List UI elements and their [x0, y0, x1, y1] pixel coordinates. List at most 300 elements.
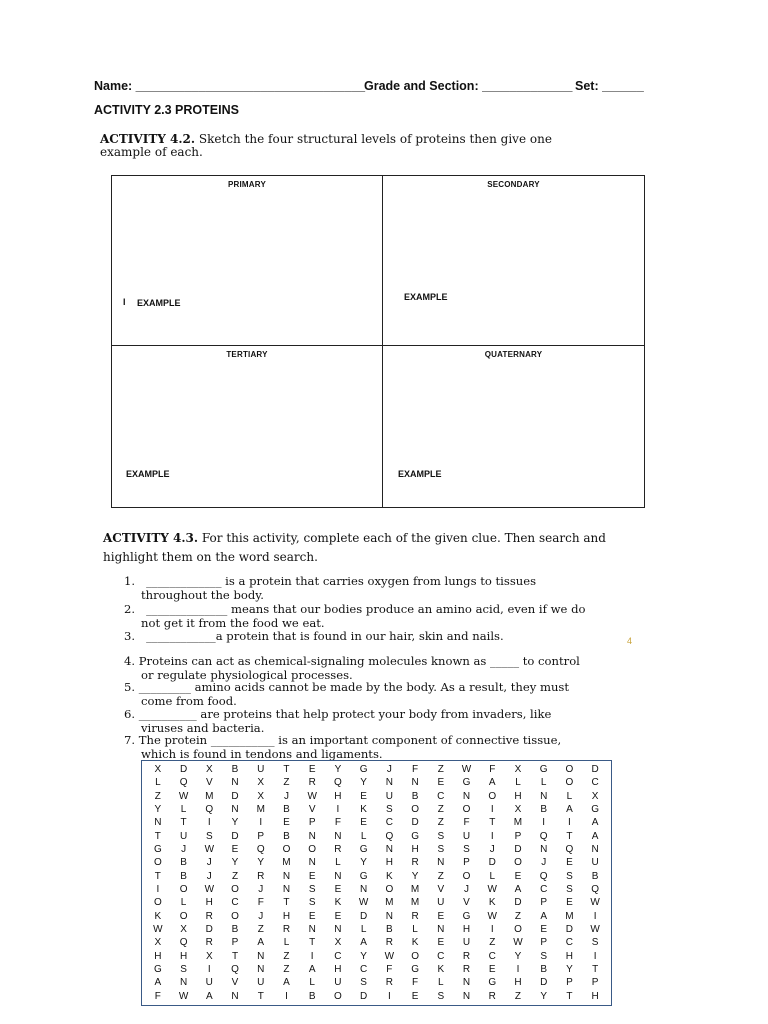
word-search-letter[interactable]: E — [540, 924, 548, 936]
word-search-letter[interactable]: B — [308, 990, 316, 1002]
word-search-letter[interactable]: G — [411, 964, 419, 976]
word-search-letter[interactable]: X — [154, 937, 162, 949]
word-search-letter[interactable]: H — [591, 990, 599, 1002]
word-search-letter[interactable]: N — [437, 857, 445, 869]
word-search-letter[interactable]: W — [384, 950, 395, 962]
word-search-letter[interactable]: M — [282, 857, 291, 869]
word-search-letter[interactable]: T — [283, 764, 290, 776]
word-search-letter[interactable]: G — [591, 804, 600, 816]
word-search-letter[interactable]: H — [385, 857, 393, 869]
word-search-letter[interactable]: H — [282, 910, 291, 922]
word-search-letter[interactable]: X — [205, 764, 213, 776]
word-search-letter[interactable]: W — [204, 884, 215, 896]
word-search-letter[interactable]: K — [437, 964, 445, 976]
word-search-letter[interactable]: S — [463, 844, 470, 856]
word-search-letter[interactable]: G — [359, 870, 368, 882]
word-search-letter[interactable]: U — [462, 830, 471, 842]
word-search-letter[interactable]: Y — [334, 764, 342, 776]
word-search-letter[interactable]: Q — [385, 830, 394, 842]
word-search-letter[interactable]: H — [205, 897, 213, 909]
word-search-letter[interactable]: D — [231, 830, 239, 842]
word-search-letter[interactable]: E — [411, 990, 419, 1002]
word-search-letter[interactable]: Y — [514, 950, 522, 962]
word-search-letter[interactable]: N — [385, 844, 393, 856]
word-search-letter[interactable]: H — [565, 950, 574, 962]
word-search-letter[interactable]: H — [514, 977, 522, 989]
word-search-letter[interactable]: F — [412, 977, 419, 989]
word-search-letter[interactable]: S — [591, 937, 599, 949]
word-search-letter[interactable]: I — [593, 910, 597, 922]
word-search-letter[interactable]: O — [334, 990, 342, 1002]
word-search-letter[interactable]: G — [411, 830, 419, 842]
word-search-letter[interactable]: X — [180, 924, 187, 936]
word-search-letter[interactable]: N — [257, 950, 265, 962]
word-search-letter[interactable]: E — [334, 884, 342, 896]
word-search-letter[interactable]: I — [542, 817, 546, 829]
word-search-letter[interactable]: Q — [231, 964, 239, 976]
word-search-letter[interactable]: J — [258, 884, 264, 896]
word-search-letter[interactable]: T — [566, 990, 573, 1002]
word-search-letter[interactable]: W — [590, 924, 600, 936]
word-search-letter[interactable]: N — [540, 790, 548, 802]
word-search-letter[interactable]: L — [360, 830, 367, 842]
word-search-letter[interactable]: F — [412, 764, 419, 776]
word-search-letter[interactable]: B — [283, 804, 290, 816]
word-search-letter[interactable]: N — [334, 924, 342, 936]
word-search-letter[interactable]: F — [386, 964, 393, 976]
word-search-letter[interactable]: Z — [437, 817, 444, 829]
word-search-letter[interactable]: Z — [283, 964, 290, 976]
word-search-letter[interactable]: C — [437, 790, 445, 802]
word-search-letter[interactable]: J — [464, 884, 470, 896]
word-search-letter[interactable]: W — [590, 897, 600, 909]
word-search-letter[interactable]: Q — [179, 937, 188, 949]
word-search-letter[interactable]: I — [593, 950, 597, 962]
word-search-letter[interactable]: E — [566, 857, 573, 869]
word-search-letter[interactable]: N — [437, 924, 445, 936]
word-search-letter[interactable]: U — [205, 977, 213, 989]
word-search-letter[interactable]: T — [309, 937, 316, 949]
word-search-letter[interactable]: D — [360, 990, 368, 1002]
word-search-letter[interactable]: T — [231, 950, 239, 962]
word-search-letter[interactable]: K — [334, 897, 342, 909]
word-search-letter[interactable]: C — [591, 777, 599, 789]
word-search-letter[interactable]: Y — [360, 950, 367, 962]
word-search-letter[interactable]: U — [385, 790, 393, 802]
word-search-letter[interactable]: D — [488, 857, 496, 869]
word-search-letter[interactable]: Y — [566, 964, 573, 976]
word-search-letter[interactable]: I — [490, 830, 494, 842]
word-search-letter[interactable]: T — [489, 817, 496, 829]
word-search-letter[interactable]: O — [514, 857, 522, 869]
word-search-letter[interactable]: L — [412, 924, 418, 936]
word-search-letter[interactable]: N — [334, 830, 342, 842]
word-search-letter[interactable]: W — [307, 790, 317, 802]
word-search-letter[interactable]: K — [488, 897, 496, 909]
word-search-letter[interactable]: R — [385, 937, 393, 949]
word-search-letter[interactable]: Q — [539, 830, 548, 842]
word-search-letter[interactable]: O — [153, 857, 162, 869]
word-search-letter[interactable]: A — [257, 937, 265, 949]
word-search-letter[interactable]: P — [308, 817, 316, 829]
word-search-letter[interactable]: E — [514, 870, 522, 882]
word-search-letter[interactable]: Q — [205, 804, 214, 816]
word-search-letter[interactable]: U — [591, 857, 599, 869]
word-search-letter[interactable]: N — [154, 817, 162, 829]
word-search-letter[interactable]: V — [463, 897, 470, 909]
word-search-letter[interactable]: R — [411, 857, 419, 869]
word-search-letter[interactable]: B — [180, 870, 187, 882]
word-search-letter[interactable]: U — [334, 977, 342, 989]
word-search-letter[interactable]: U — [257, 977, 265, 989]
word-search-letter[interactable]: A — [283, 977, 290, 989]
word-search-letter[interactable]: E — [360, 790, 367, 802]
word-search-letter[interactable]: G — [539, 764, 548, 776]
word-search-letter[interactable]: N — [179, 977, 188, 989]
word-search-letter[interactable]: F — [489, 764, 496, 776]
word-search-letter[interactable]: W — [153, 924, 163, 936]
word-search-letter[interactable]: M — [565, 910, 574, 922]
word-search-letter[interactable]: R — [385, 977, 393, 989]
word-search-letter[interactable]: N — [462, 790, 471, 802]
word-search-letter[interactable]: Z — [257, 924, 264, 936]
word-search-letter[interactable]: G — [359, 764, 368, 776]
word-search-letter[interactable]: E — [308, 764, 316, 776]
word-search-letter[interactable]: R — [205, 937, 213, 949]
word-search-letter[interactable]: I — [568, 817, 571, 829]
word-search-letter[interactable]: Y — [257, 857, 265, 869]
word-search-letter[interactable]: L — [360, 924, 367, 936]
word-search-letter[interactable]: J — [489, 844, 495, 856]
word-search-letter[interactable]: N — [385, 777, 393, 789]
word-search-letter[interactable]: X — [154, 764, 162, 776]
word-search-letter[interactable]: I — [490, 804, 494, 816]
word-search-letter[interactable]: A — [591, 817, 599, 829]
word-search-letter[interactable]: Z — [489, 937, 496, 949]
word-search-letter[interactable]: E — [283, 817, 290, 829]
word-search-letter[interactable]: W — [487, 884, 497, 896]
word-search-letter[interactable]: T — [257, 990, 264, 1002]
word-search-letter[interactable]: A — [360, 937, 367, 949]
word-search-letter[interactable]: S — [566, 884, 573, 896]
word-search-letter[interactable]: N — [308, 857, 316, 869]
word-search-letter[interactable]: N — [385, 910, 393, 922]
word-search-letter[interactable]: M — [513, 817, 523, 829]
word-search-letter[interactable]: E — [437, 910, 445, 922]
word-search-letter[interactable]: D — [411, 817, 419, 829]
word-search-letter[interactable]: F — [463, 817, 470, 829]
word-search-letter[interactable]: Q — [591, 884, 600, 896]
word-search-letter[interactable]: N — [411, 777, 419, 789]
word-search-letter[interactable]: A — [540, 910, 548, 922]
word-search-letter[interactable]: O — [385, 884, 394, 896]
word-search-letter[interactable]: E — [437, 937, 445, 949]
word-search-letter[interactable]: R — [282, 924, 291, 936]
word-search-letter[interactable]: I — [336, 804, 340, 816]
word-search-letter[interactable]: I — [516, 964, 520, 976]
word-search-letter[interactable]: S — [566, 870, 573, 882]
word-search-letter[interactable]: R — [257, 870, 265, 882]
word-search-letter[interactable]: H — [154, 950, 162, 962]
word-search-letter[interactable]: K — [411, 937, 419, 949]
word-search-letter[interactable]: O — [514, 924, 522, 936]
word-search-letter[interactable]: T — [566, 830, 573, 842]
word-search-letter[interactable]: R — [462, 950, 471, 962]
word-search-letter[interactable]: B — [283, 830, 290, 842]
word-search-letter[interactable]: B — [180, 857, 187, 869]
word-search-letter[interactable]: R — [334, 844, 342, 856]
word-search-letter[interactable]: J — [283, 790, 289, 802]
word-search-letter[interactable]: R — [205, 910, 213, 922]
word-search-letter[interactable]: S — [437, 830, 445, 842]
word-search-letter[interactable]: L — [489, 870, 496, 882]
word-search-letter[interactable]: Z — [283, 950, 290, 962]
word-search-letter[interactable]: J — [258, 910, 264, 922]
word-search-letter[interactable]: O — [153, 897, 162, 909]
word-search-letter[interactable]: S — [540, 950, 548, 962]
word-search-letter[interactable]: A — [591, 830, 599, 842]
word-search-letter[interactable]: L — [283, 937, 290, 949]
word-search-letter[interactable]: T — [283, 897, 290, 909]
word-search-letter[interactable]: R — [488, 990, 496, 1002]
word-search-letter[interactable]: R — [462, 964, 471, 976]
word-search-letter[interactable]: V — [231, 977, 239, 989]
word-search-letter[interactable]: L — [180, 804, 187, 816]
word-search-letter[interactable]: C — [488, 950, 496, 962]
word-search-letter[interactable]: Y — [540, 990, 548, 1002]
word-search-letter[interactable]: M — [410, 884, 420, 896]
word-search-letter[interactable]: W — [487, 910, 497, 922]
word-search-letter[interactable]: Z — [231, 870, 239, 882]
word-search-letter[interactable]: Y — [231, 857, 239, 869]
word-search-letter[interactable]: N — [231, 990, 239, 1002]
word-search-letter[interactable]: D — [231, 790, 239, 802]
word-search-letter[interactable]: D — [360, 910, 368, 922]
word-search-letter[interactable]: I — [259, 817, 263, 829]
word-search-letter[interactable]: A — [154, 977, 162, 989]
word-search-letter[interactable]: X — [514, 804, 522, 816]
word-search-letter[interactable]: I — [207, 964, 211, 976]
word-search-letter[interactable]: P — [463, 857, 470, 869]
word-search-letter[interactable]: X — [514, 764, 522, 776]
word-search-letter[interactable]: F — [334, 817, 341, 829]
word-search-letter[interactable]: N — [591, 844, 599, 856]
word-search-letter[interactable]: R — [308, 777, 316, 789]
word-search-letter[interactable]: I — [387, 990, 391, 1002]
word-search-letter[interactable]: V — [437, 884, 445, 896]
word-search-letter[interactable]: D — [514, 844, 522, 856]
word-search-letter[interactable]: E — [231, 844, 239, 856]
word-search-letter[interactable]: P — [231, 937, 239, 949]
word-search-letter[interactable]: U — [462, 937, 471, 949]
word-search-letter[interactable]: G — [153, 964, 162, 976]
word-search-letter[interactable]: O — [462, 870, 471, 882]
word-search-letter[interactable]: H — [334, 790, 342, 802]
word-search-letter[interactable]: S — [308, 884, 316, 896]
word-search-letter[interactable]: J — [206, 870, 212, 882]
word-search-letter[interactable]: Y — [360, 777, 367, 789]
word-search-letter[interactable]: C — [565, 937, 574, 949]
word-search-letter[interactable]: N — [282, 884, 291, 896]
word-search-letter[interactable]: W — [461, 764, 472, 776]
word-search-letter[interactable]: N — [360, 884, 368, 896]
word-search-letter[interactable]: X — [334, 937, 342, 949]
word-search-letter[interactable]: O — [565, 777, 574, 789]
word-search-letter[interactable]: L — [515, 777, 521, 789]
word-search-letter[interactable]: L — [540, 777, 547, 789]
word-search-letter[interactable]: Q — [334, 777, 342, 789]
word-search-letter[interactable]: Z — [437, 870, 444, 882]
word-search-letter[interactable]: B — [231, 924, 239, 936]
word-search-letter[interactable]: O — [179, 884, 188, 896]
word-search-letter[interactable]: E — [308, 870, 316, 882]
word-search-letter[interactable]: O — [179, 910, 188, 922]
word-search-letter[interactable]: E — [566, 897, 573, 909]
word-search-letter[interactable]: C — [231, 897, 239, 909]
word-search-letter[interactable]: O — [308, 844, 317, 856]
word-search-letter[interactable]: N — [308, 830, 316, 842]
word-search-letter[interactable]: L — [180, 897, 187, 909]
word-search-letter[interactable]: D — [565, 924, 574, 936]
word-search-letter[interactable]: A — [514, 884, 522, 896]
word-search-letter[interactable]: O — [231, 884, 239, 896]
word-search-letter[interactable]: T — [180, 817, 187, 829]
word-search-letter[interactable]: L — [309, 977, 315, 989]
word-search-letter[interactable]: Y — [154, 804, 162, 816]
word-search-letter[interactable]: Z — [514, 990, 522, 1002]
word-search-letter[interactable]: O — [282, 844, 291, 856]
word-search-letter[interactable]: Q — [256, 844, 265, 856]
word-search-letter[interactable]: Z — [154, 790, 161, 802]
word-search-letter[interactable]: N — [308, 924, 316, 936]
word-search-letter[interactable]: D — [205, 924, 213, 936]
word-search-letter[interactable]: B — [540, 964, 548, 976]
word-search-letter[interactable]: O — [231, 910, 239, 922]
word-search-letter[interactable]: P — [257, 830, 265, 842]
word-search-letter[interactable]: J — [206, 857, 212, 869]
word-search-letter[interactable]: A — [205, 990, 213, 1002]
word-search-letter[interactable]: N — [462, 977, 471, 989]
word-search-letter[interactable]: X — [257, 790, 265, 802]
word-search-letter[interactable]: O — [411, 950, 419, 962]
word-search-letter[interactable]: M — [410, 897, 420, 909]
word-search-letter[interactable]: J — [181, 844, 187, 856]
word-search-letter[interactable]: I — [156, 884, 160, 896]
word-search-letter[interactable]: E — [437, 777, 445, 789]
word-search-letter[interactable]: J — [386, 764, 392, 776]
word-search-letter[interactable]: B — [386, 924, 393, 936]
word-search-letter[interactable]: Q — [539, 870, 548, 882]
word-search-letter[interactable]: M — [256, 804, 265, 816]
word-search-letter[interactable]: T — [592, 964, 599, 976]
word-search-letter[interactable]: N — [334, 870, 342, 882]
word-search-letter[interactable]: O — [411, 804, 419, 816]
word-search-letter[interactable]: I — [310, 950, 314, 962]
word-search-letter[interactable]: G — [153, 844, 162, 856]
word-search-letter[interactable]: L — [566, 790, 573, 802]
word-search-letter[interactable]: Y — [231, 817, 239, 829]
word-search-letter[interactable]: Z — [437, 804, 444, 816]
word-search-letter[interactable]: Q — [565, 844, 574, 856]
word-search-letter[interactable]: X — [205, 950, 213, 962]
word-search-letter[interactable]: S — [437, 844, 445, 856]
word-search-letter[interactable]: M — [205, 790, 214, 802]
word-search-letter[interactable]: W — [358, 897, 369, 909]
word-search-letter[interactable]: M — [385, 897, 394, 909]
word-search-letter[interactable]: E — [488, 964, 496, 976]
word-search-letter[interactable]: S — [308, 897, 316, 909]
word-search-letter[interactable]: E — [360, 817, 367, 829]
word-search-letter[interactable]: I — [285, 990, 288, 1002]
word-search-letter[interactable]: Z — [283, 777, 290, 789]
word-search-letter[interactable]: H — [514, 790, 522, 802]
word-search-letter[interactable]: D — [591, 764, 599, 776]
word-search-letter[interactable]: O — [462, 804, 471, 816]
word-search-letter[interactable]: B — [591, 870, 599, 882]
word-search-letter[interactable]: Y — [411, 870, 419, 882]
word-search-letter[interactable]: U — [257, 764, 265, 776]
word-search-letter[interactable]: W — [178, 990, 189, 1002]
word-search-letter[interactable]: K — [386, 870, 393, 882]
word-search-letter[interactable]: C — [437, 950, 445, 962]
word-search-letter[interactable]: Y — [360, 857, 367, 869]
word-search-letter[interactable]: N — [540, 844, 548, 856]
word-search-letter[interactable]: C — [385, 817, 393, 829]
word-search-letter[interactable]: R — [411, 910, 419, 922]
word-search-letter[interactable]: I — [207, 817, 211, 829]
word-search-letter[interactable]: K — [154, 910, 162, 922]
word-search-letter[interactable]: L — [155, 777, 161, 789]
word-search-letter[interactable]: H — [411, 844, 419, 856]
word-search-letter[interactable]: P — [540, 937, 548, 949]
word-search-letter[interactable]: T — [154, 870, 161, 882]
word-search-letter[interactable]: W — [178, 790, 189, 802]
word-search-letter[interactable]: N — [282, 870, 291, 882]
word-search-letter[interactable]: S — [205, 830, 213, 842]
word-search-letter[interactable]: S — [360, 977, 367, 989]
word-search-letter[interactable]: F — [257, 897, 264, 909]
word-search-letter[interactable]: H — [179, 950, 188, 962]
word-search-letter[interactable]: E — [308, 910, 316, 922]
word-search-letter[interactable]: W — [513, 937, 523, 949]
word-search-letter[interactable]: E — [334, 910, 342, 922]
word-search-letter[interactable]: A — [308, 964, 316, 976]
word-search-letter[interactable]: C — [334, 950, 342, 962]
word-search-letter[interactable]: T — [154, 830, 161, 842]
word-search-letter[interactable]: O — [488, 790, 497, 802]
word-search-letter[interactable]: L — [438, 977, 444, 989]
word-search-letter[interactable]: C — [360, 964, 368, 976]
word-search-letter[interactable]: V — [308, 804, 316, 816]
word-search-letter[interactable]: D — [514, 897, 522, 909]
word-search-letter[interactable]: V — [205, 777, 213, 789]
word-search-letter[interactable]: Z — [514, 910, 522, 922]
word-search-letter[interactable]: F — [154, 990, 161, 1002]
word-search-letter[interactable]: U — [179, 830, 188, 842]
word-search-letter[interactable]: O — [565, 764, 574, 776]
word-search-letter[interactable]: S — [386, 804, 393, 816]
word-search-letter[interactable]: P — [591, 977, 599, 989]
word-search-letter[interactable]: I — [490, 924, 494, 936]
word-search-letter[interactable]: B — [411, 790, 419, 802]
word-search-letter[interactable]: P — [514, 830, 522, 842]
word-search-letter[interactable]: P — [566, 977, 573, 989]
word-search-letter[interactable]: W — [204, 844, 215, 856]
word-search-letter[interactable]: Q — [179, 777, 188, 789]
word-search-letter[interactable]: X — [257, 777, 265, 789]
word-search-letter[interactable]: P — [540, 897, 548, 909]
word-search-letter[interactable]: A — [566, 804, 573, 816]
